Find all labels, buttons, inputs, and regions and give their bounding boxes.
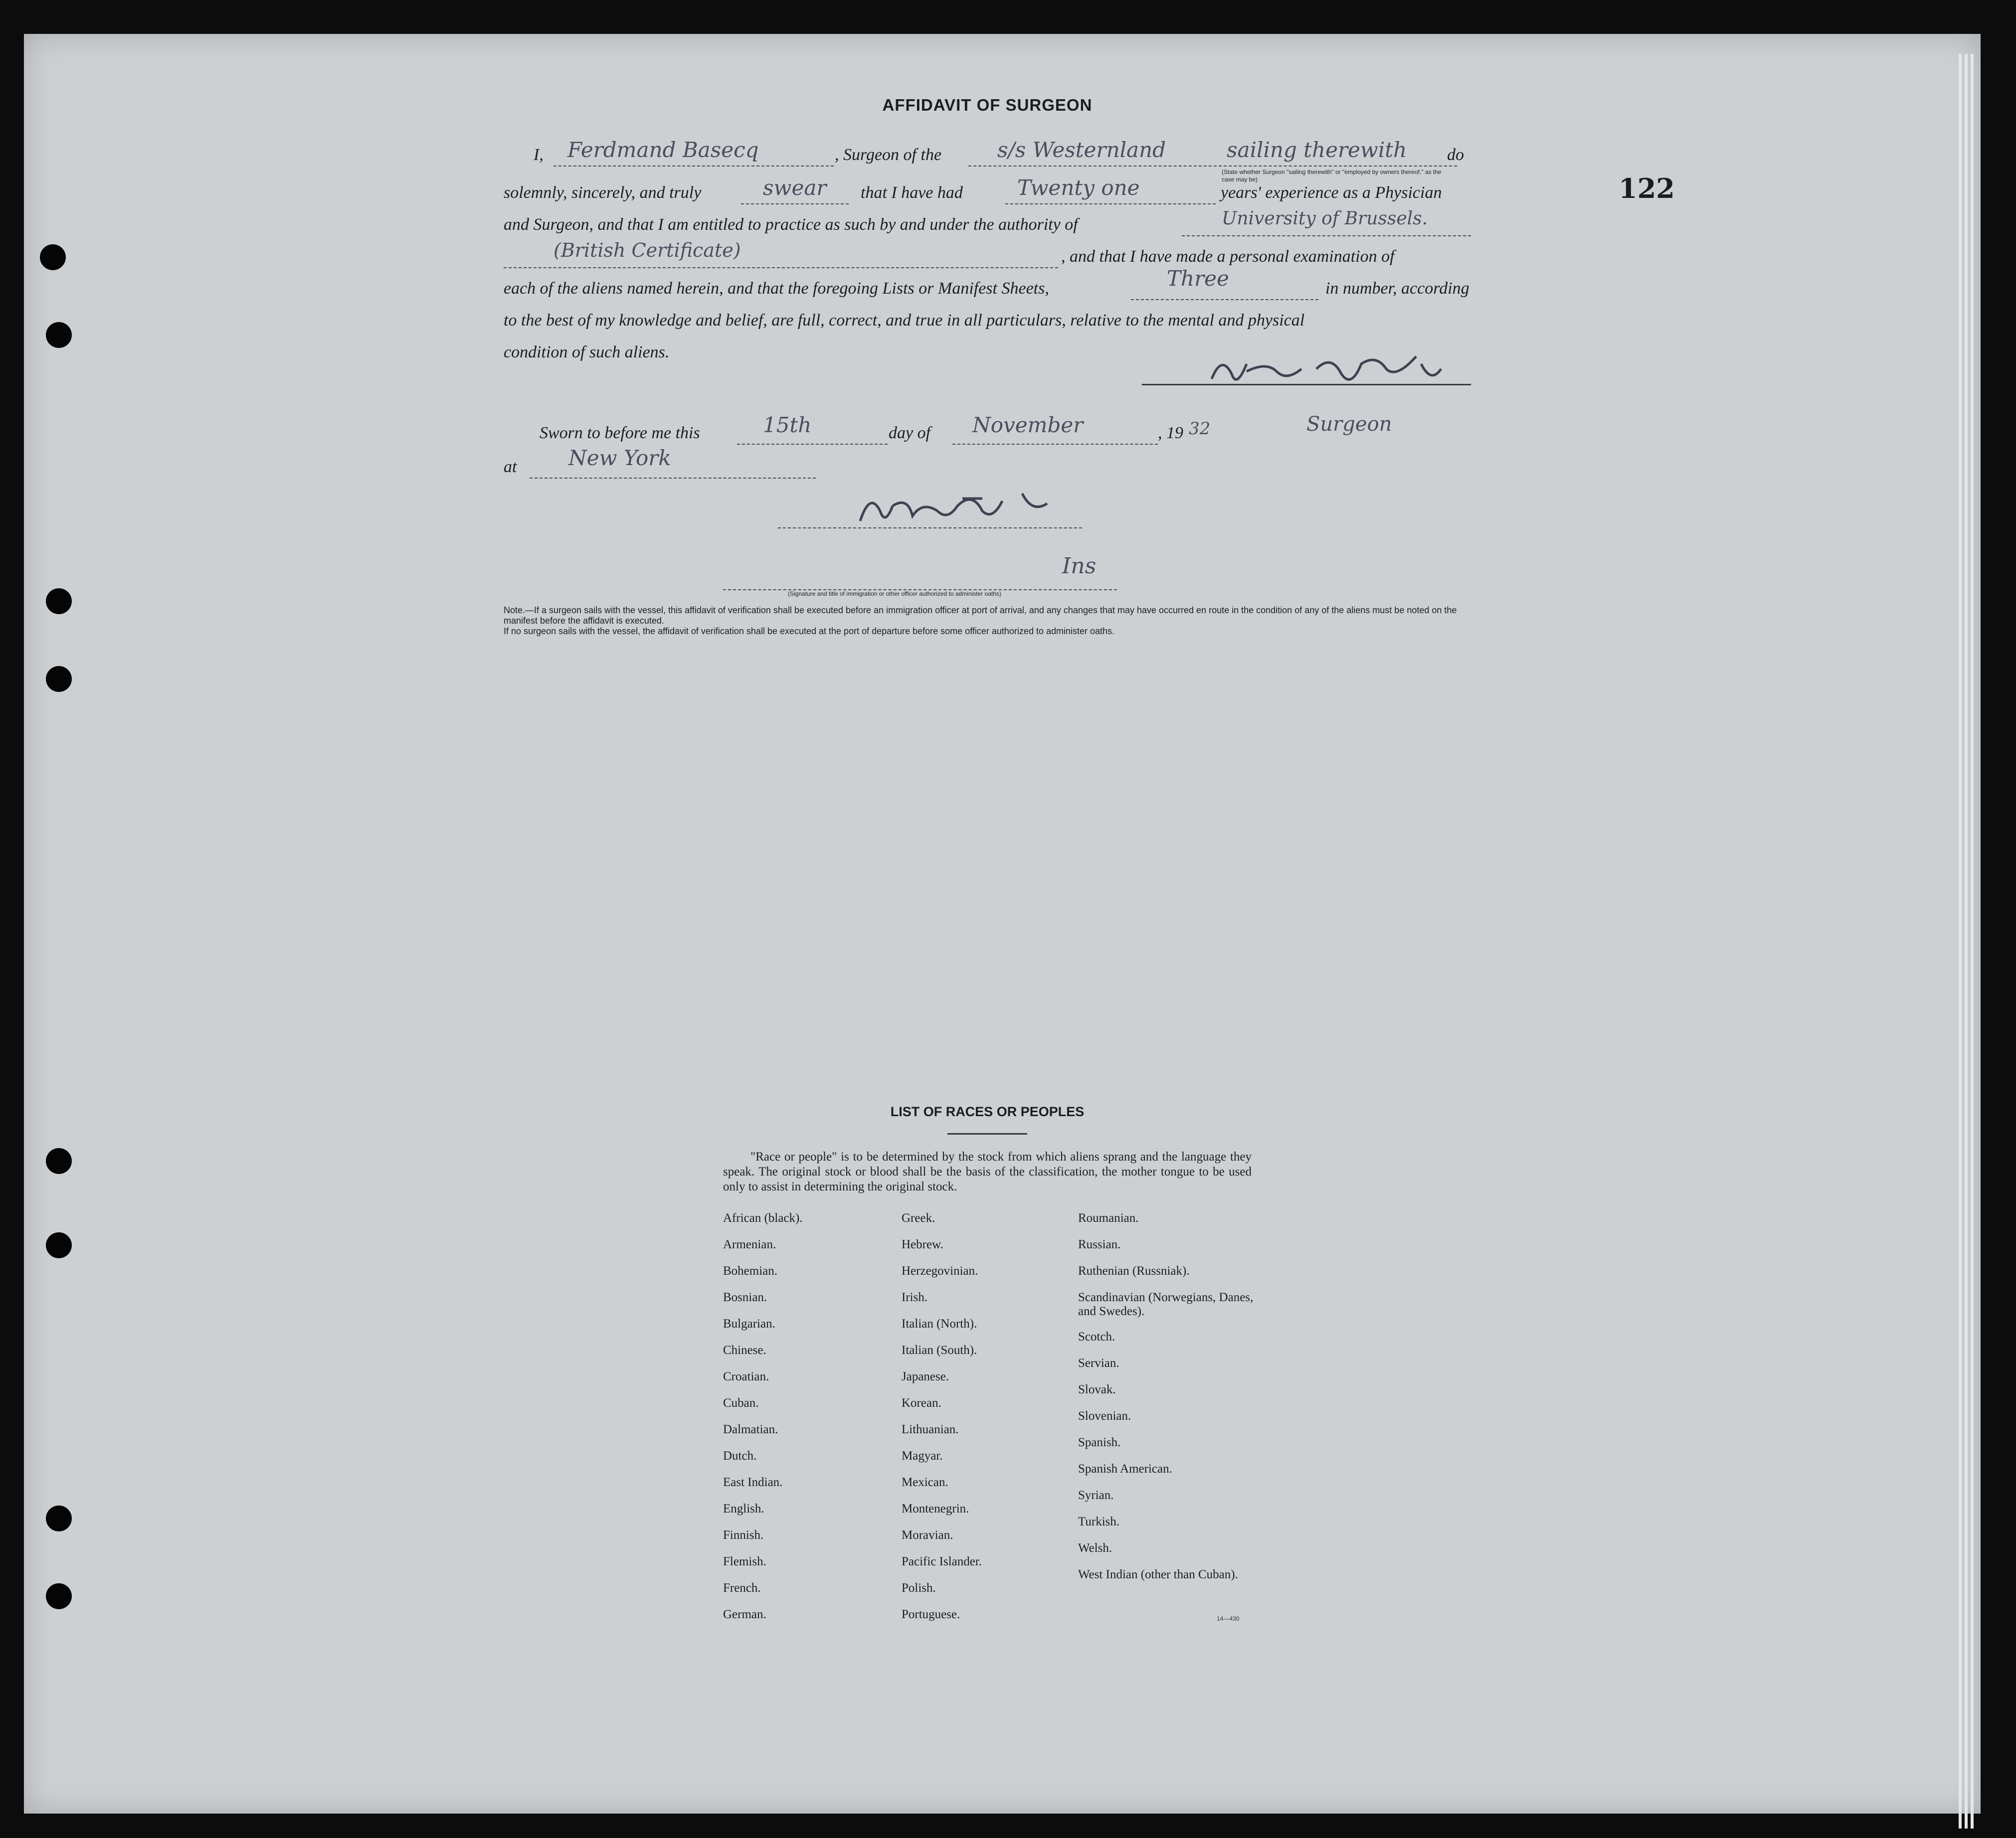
page-number: 122 [1619, 172, 1675, 204]
race-item: West Indian (other than Cuban). [1078, 1568, 1238, 1581]
officer-signature-caption: (Signature and title of immigration or other officer authorized to administer oaths) [788, 590, 1001, 597]
race-item: Bohemian. [723, 1264, 778, 1278]
race-item: Italian (North). [902, 1317, 977, 1331]
text-best-knowledge: to the best of my knowledge and belief, are full, correct, and true in all particulars, relative to the mental and physical [504, 311, 1305, 330]
races-intro-text: "Race or people" is to be determined by the stock from which aliens sprang and the language they speak. The original stock or blood shall be the basis of the classification, the mother tongue to be used only to assist in determining the original stock. [723, 1150, 1252, 1193]
race-item: Herzegovinian. [902, 1264, 978, 1278]
race-item: Russian. [1078, 1238, 1121, 1251]
handwritten-authority: University of Brussels. [1222, 208, 1428, 229]
binder-hole [46, 1583, 72, 1609]
race-item: Slovenian. [1078, 1409, 1131, 1423]
handwritten-year: 32 [1189, 419, 1211, 439]
day-line [737, 421, 888, 445]
race-item: Korean. [902, 1396, 941, 1410]
race-item: Lithuanian. [902, 1423, 959, 1436]
text-i: I, [534, 146, 544, 164]
race-item: English. [723, 1502, 764, 1515]
handwritten-certificate: (British Certificate) [553, 239, 741, 261]
race-item: Mexican. [902, 1476, 948, 1489]
race-item: African (black). [723, 1211, 803, 1225]
race-item: Magyar. [902, 1449, 943, 1463]
capacity-instruction: (State whether Surgeon "sailing therewith" or "employed by owners thereof," as the case may be) [1222, 168, 1442, 183]
text-years-experience: years' experience as a Physician [1221, 183, 1442, 202]
handwritten-capacity: sailing therewith [1227, 138, 1407, 162]
handwritten-oath: swear [763, 175, 827, 200]
race-item: German. [723, 1608, 766, 1621]
text-condition: condition of such aliens. [504, 343, 670, 361]
race-item: Greek. [902, 1211, 935, 1225]
race-item: Roumanian. [1078, 1211, 1139, 1225]
note [504, 605, 1471, 637]
text-at: at [504, 458, 517, 476]
race-item: Scandinavian (Norwegians, Danes, and Swedes). [1078, 1291, 1254, 1318]
binder-hole [46, 588, 72, 614]
handwritten-surgeon-name: Ferdmand Basecq [567, 138, 759, 162]
page-edge [1965, 54, 1968, 1829]
handwritten-day: 15th [763, 413, 812, 437]
text-each-alien: each of the aliens named herein, and that the foregoing Lists or Manifest Sheets, [504, 279, 1049, 298]
binder-hole [46, 666, 72, 692]
manifest-page [24, 34, 1981, 1814]
handwritten-month: November [972, 413, 1084, 437]
binder-hole [46, 1232, 72, 1258]
text-do: do [1447, 146, 1464, 164]
race-item: Cuban. [723, 1396, 759, 1410]
race-item: Syrian. [1078, 1489, 1114, 1502]
text-made-examination: , and that I have made a personal examination of [1061, 247, 1395, 266]
race-item: East Indian. [723, 1476, 783, 1489]
binder-hole [46, 322, 72, 348]
race-item: Japanese. [902, 1370, 949, 1383]
race-item: Hebrew. [902, 1238, 943, 1251]
officer-signature [853, 486, 1072, 536]
races-title: LIST OF RACES OR PEOPLES [890, 1104, 1085, 1119]
text-entitled: and Surgeon, and that I am entitled to practice as such by and under the authority of [504, 215, 1078, 234]
race-item: Turkish. [1078, 1515, 1120, 1528]
race-item: Chinese. [723, 1343, 766, 1357]
race-item: Montenegrin. [902, 1502, 969, 1515]
race-item: Moravian. [902, 1528, 953, 1542]
handwritten-officer-title: Ins [1062, 553, 1097, 579]
handwritten-surgeon-title: Surgeon [1306, 413, 1392, 436]
text-have-had: that I have had [861, 183, 963, 202]
text-in-number: in number, according [1325, 279, 1469, 298]
race-item: Spanish American. [1078, 1462, 1172, 1476]
form-number: 14—430 [1217, 1615, 1240, 1622]
note-no-surgeon: If no surgeon sails with the vessel, the affidavit of verification shall be executed at the port of departure before some officer authorized to administer oaths. [504, 626, 1115, 636]
race-item: Bosnian. [723, 1291, 767, 1304]
handwritten-place: New York [568, 446, 671, 470]
race-item: Croatian. [723, 1370, 769, 1383]
race-item: Finnish. [723, 1528, 764, 1542]
handwritten-years: Twenty one [1017, 175, 1140, 200]
binder-hole [46, 1505, 72, 1531]
race-item: Armenian. [723, 1238, 776, 1251]
text-year-prefix: , 19 [1158, 424, 1183, 442]
race-item: Italian (South). [902, 1343, 977, 1357]
race-item: Scotch. [1078, 1330, 1115, 1343]
affidavit-title: AFFIDAVIT OF SURGEON [882, 96, 1093, 114]
race-item: Servian. [1078, 1356, 1119, 1370]
text-surgeon-of: , Surgeon of the [835, 146, 942, 164]
handwritten-sheets: Three [1167, 266, 1229, 291]
race-item: Flemish. [723, 1555, 766, 1568]
text-sworn: Sworn to before me this [540, 424, 700, 442]
race-item: Spanish. [1078, 1436, 1121, 1449]
binder-hole [40, 244, 66, 270]
race-item: Welsh. [1078, 1541, 1112, 1555]
text-solemnly: solemnly, sincerely, and truly [504, 183, 702, 202]
surgeon-signature [1202, 349, 1461, 394]
races-intro [723, 1150, 1252, 1194]
race-item: Pacific Islander. [902, 1555, 982, 1568]
race-item: French. [723, 1581, 761, 1595]
race-item: Slovak. [1078, 1383, 1116, 1396]
note-surgeon-sails: Note.—If a surgeon sails with the vessel, this affidavit of verification shall be executed before an immigration officer at port of arrival, and any changes that may have occurred en route in the condition of any of the aliens must be noted on the manifest before the affidavit is executed. [504, 605, 1457, 626]
race-item: Polish. [902, 1581, 936, 1595]
handwritten-ship: s/s Westernland [997, 138, 1166, 162]
page-edge [1971, 54, 1974, 1829]
race-item: Ruthenian (Russniak). [1078, 1264, 1190, 1278]
race-item: Dalmatian. [723, 1423, 778, 1436]
race-item: Portuguese. [902, 1608, 960, 1621]
race-item: Irish. [902, 1291, 928, 1304]
text-day-of: day of [889, 424, 931, 442]
binder-hole [46, 1148, 72, 1174]
race-item: Bulgarian. [723, 1317, 775, 1331]
title-rule [947, 1133, 1027, 1135]
page-edge [1959, 54, 1962, 1829]
race-item: Dutch. [723, 1449, 757, 1463]
